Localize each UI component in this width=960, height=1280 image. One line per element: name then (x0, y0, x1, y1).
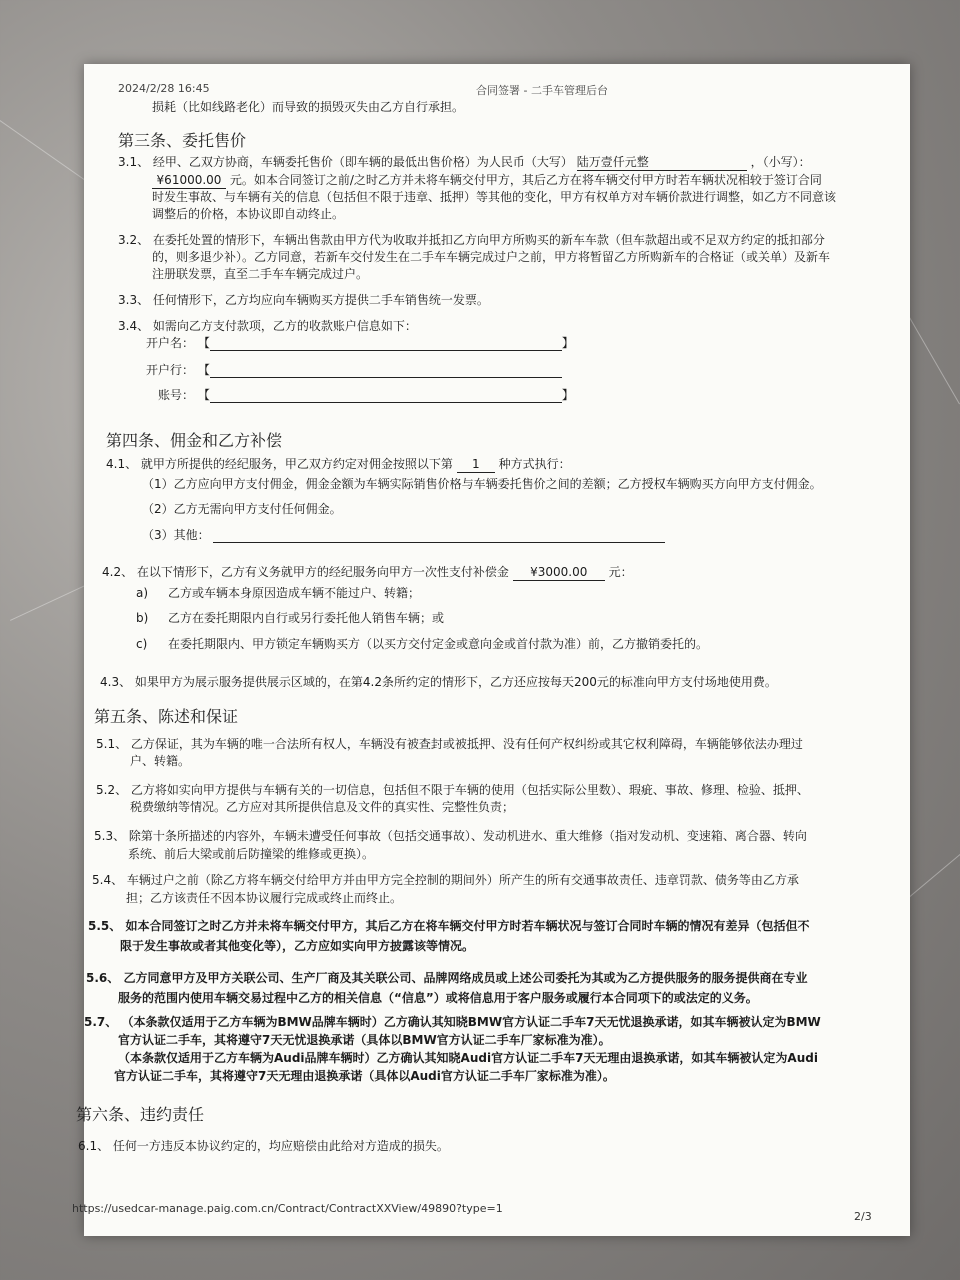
clause-5-7 (84, 1014, 821, 1030)
clause-text: 种方式执行： (498, 457, 571, 471)
section-3-title: 第三条、委托售价 (118, 131, 247, 150)
clause-text: 任何情形下，乙方均应向车辆购买方提供二手车销售统一发票。 (152, 293, 489, 307)
compensation-item-b (136, 610, 444, 626)
field-label: 开户行： (145, 363, 194, 377)
clause-text: 除第十条所描述的内容外，车辆未遭受任何事故（包括交通事故）、发动机进水、重大维修（指对发动机、变速箱、离合器、转向 (128, 829, 807, 843)
commission-option-1: （1）乙方应向甲方支付佣金，佣金金额为车辆实际销售价格与车辆委托售价之间的差额；乙方授权车辆购买方向甲方支付佣金。 (142, 477, 822, 491)
clause-3-1-line-1 (118, 154, 811, 171)
clause-3-3 (118, 292, 489, 308)
clause-number: 6.1、 (78, 1139, 110, 1153)
clause-4-1 (106, 456, 571, 473)
bracket-open: 【 (197, 363, 210, 377)
clause-text: 在委托处置的情形下，车辆出售款由甲方代为收取并抵扣乙方向甲方所购买的新车车款（但车款超出或不足双方约定的抵扣部分 (152, 233, 825, 247)
clause-3-1-line-4: 调整后的价格，本协议即自动终止。 (152, 207, 345, 221)
field-label: 开户名： (145, 336, 194, 350)
page-number: 2/3 (854, 1210, 872, 1223)
clause-number: 4.2、 (102, 565, 134, 579)
price-in-figures: ¥61000.00 (152, 172, 226, 189)
field-label: 账号： (157, 388, 194, 402)
clause-number: 5.6、 (86, 971, 120, 985)
bank-field (134, 361, 562, 378)
clause-4-2 (102, 564, 633, 581)
item-text: 乙方或车辆本身原因造成车辆不能过户、转籍； (168, 586, 421, 600)
clause-number: 4.1、 (106, 457, 138, 471)
print-timestamp: 2024/2/28 16:45 (118, 82, 210, 95)
clause-text: ，（小写）： (750, 155, 811, 169)
clause-number: 5.2、 (96, 783, 128, 797)
clause-text: 元： (608, 565, 633, 579)
clause-number: 3.4、 (118, 319, 150, 333)
account-name-line (210, 338, 562, 351)
clause-number: 5.4、 (92, 873, 124, 887)
clause-number: 5.7、 (84, 1015, 118, 1029)
clause-5-4-line-2: 担；乙方该责任不因本协议履行完成或终止而终止。 (126, 891, 403, 905)
price-in-words: 陆万壹仟元整 (577, 154, 747, 171)
clause-text: 如本合同签订之时乙方并未将车辆交付甲方，其后乙方在将车辆交付甲方时若车辆状况与签订合同时车辆的情况有差异（包括但不 (125, 919, 810, 933)
option-label: （3）其他： (142, 528, 210, 542)
clause-6-1 (78, 1138, 449, 1154)
item-key: c) (136, 637, 148, 651)
clause-5-2 (96, 782, 809, 798)
clause-text: 乙方保证，其为车辆的唯一合法所有权人，车辆没有被查封或被抵押、没有任何产权纠纷或其它权利障碍，车辆能够依法办理过 (130, 737, 803, 751)
clause-4-3 (100, 674, 777, 690)
section-6-title: 第六条、违约责任 (76, 1105, 205, 1124)
bracket-close: 】 (561, 336, 574, 350)
clause-number: 3.3、 (118, 293, 150, 307)
clause-number: 5.1、 (96, 737, 128, 751)
bracket-open: 【 (197, 388, 210, 402)
clause-3-2-line-3: 注册联发票，直至二手车车辆完成过户。 (152, 267, 369, 281)
commission-option-choice: 1 (457, 456, 495, 473)
bracket-close: 】 (561, 388, 574, 402)
carryover-line: 损耗（比如线路老化）而导致的损毁灭失由乙方自行承担。 (152, 100, 465, 114)
clause-5-1 (96, 736, 803, 752)
section-4-title: 第四条、佣金和乙方补偿 (106, 431, 283, 450)
item-text: 乙方在委托期限内自行或另行委托他人销售车辆；或 (168, 611, 445, 625)
clause-text: 就甲方所提供的经纪服务，甲乙双方约定对佣金按照以下第 (140, 457, 453, 471)
other-option-line (213, 530, 665, 543)
clause-3-2-line-2: 的，则多退少补）。乙方同意，若新车交付发生在二手车车辆完成过户之前，甲方将暂留乙方所购新车的合格证（或关单）及新车 (152, 250, 831, 264)
clause-5-6-line-2: 服务的范围内使用车辆交易过程中乙方的相关信息（“信息”）或将信息用于客户服务或履行本合同项下的或法定的义务。 (118, 991, 758, 1005)
clause-3-1-line-2 (152, 172, 822, 189)
clause-5-3 (94, 828, 807, 844)
clause-text: 经甲、乙双方协商，车辆委托售价（即车辆的最低出售价格）为人民币（大写） (152, 155, 573, 169)
clause-5-2-line-2: 税费缴纳等情况。乙方应对其所提供信息及文件的真实性、完整性负责； (130, 800, 515, 814)
clause-5-1-line-2: 户、转籍。 (130, 754, 191, 768)
clause-text: 乙方同意甲方及甲方关联公司、生产厂商及其关联公司、品牌网络成员或上述公司委托为其或为乙方提供服务的服务提供商在专业 (123, 971, 808, 985)
compensation-amount: ¥3000.00 (513, 564, 605, 581)
bracket-open: 【 (197, 336, 210, 350)
clause-5-4 (92, 872, 799, 888)
clause-5-7-line-4: 官方认证二手车，其将遵守7天无理由退换承诺（具体以Audi官方认证二手车厂家标准为准）。 (114, 1069, 615, 1083)
clause-text: 如需向乙方支付款项，乙方的收款账户信息如下： (152, 319, 417, 333)
section-5-title: 第五条、陈述和保证 (94, 707, 239, 726)
clause-text: 如果甲方为展示服务提供展示区域的，在第4.2条所约定的情形下，乙方还应按每天200元的标准向甲方支付场地使用费。 (134, 675, 777, 689)
clause-5-6 (86, 970, 807, 986)
clause-5-7-line-3: （本条款仅适用于乙方车辆为Audi品牌车辆时）乙方确认其知晓Audi官方认证二手车7天无理由退换承诺，如其车辆被认定为Audi (118, 1051, 818, 1065)
clause-5-7-line-2: 官方认证二手车，其将遵守7天无忧退换承诺（具体以BMW官方认证二手车厂家标准为准）。 (118, 1033, 611, 1047)
clause-text: 车辆过户之前（除乙方将车辆交付给甲方并由甲方完全控制的期间外）所产生的所有交通事故责任、违章罚款、债务等由乙方承 (126, 873, 799, 887)
clause-text: （本条款仅适用于乙方车辆为BMW品牌车辆时）乙方确认其知晓BMW官方认证二手车7天无忧退换承诺，如其车辆被认定为BMW (121, 1015, 821, 1029)
bank-line (210, 365, 562, 378)
clause-text: 乙方将如实向甲方提供与车辆有关的一切信息，包括但不限于车辆的使用（包括实际公里数）、瑕疵、事故、修理、检验、抵押、 (130, 783, 809, 797)
clause-3-1-line-3: 时发生事故、与车辆有关的信息（包括但不限于违章、抵押）等其他的变化，甲方有权单方对车辆价款进行调整，如乙方不同意该 (152, 190, 837, 204)
commission-option-3 (142, 527, 665, 543)
clause-number: 5.5、 (88, 919, 122, 933)
clause-number: 4.3、 (100, 675, 132, 689)
compensation-item-a (136, 585, 420, 601)
account-number-field (134, 386, 574, 403)
marble-vein (905, 836, 960, 901)
item-key: a) (136, 586, 149, 600)
clause-3-4 (118, 318, 417, 334)
clause-5-5-line-2: 限于发生事故或者其他变化等），乙方应如实向甲方披露该等情况。 (120, 939, 475, 953)
page-url: https://usedcar-manage.paig.com.cn/Contract/ContractXXView/49890?type=1 (72, 1202, 503, 1215)
item-key: b) (136, 611, 149, 625)
commission-option-2: （2）乙方无需向甲方支付任何佣金。 (142, 502, 342, 516)
account-number-line (210, 390, 562, 403)
clause-text: 在以下情形下，乙方有义务就甲方的经纪服务向甲方一次性支付补偿金 (136, 565, 509, 579)
contract-page (72, 64, 910, 1236)
clause-5-5 (88, 918, 809, 934)
clause-text: 任何一方违反本协议约定的，均应赔偿由此给对方造成的损失。 (112, 1139, 449, 1153)
clause-3-2-line-1 (118, 232, 825, 248)
clause-number: 5.3、 (94, 829, 126, 843)
item-text: 在委托期限内、甲方锁定车辆购买方（以买方交付定金或意向金或首付款为准）前，乙方撤销委托的。 (168, 637, 709, 651)
clause-text: 元。如本合同签订之前/之时乙方并未将车辆交付甲方，其后乙方在将车辆交付甲方时若车辆状况相较于签订合同 (229, 173, 822, 187)
clause-number: 3.1、 (118, 155, 150, 169)
account-name-field (134, 334, 574, 351)
print-title: 合同签署 - 二手车管理后台 (476, 84, 608, 97)
clause-5-3-line-2: 系统、前后大梁或前后防撞梁的维修或更换）。 (128, 847, 375, 861)
clause-number: 3.2、 (118, 233, 150, 247)
compensation-item-c (136, 636, 708, 652)
